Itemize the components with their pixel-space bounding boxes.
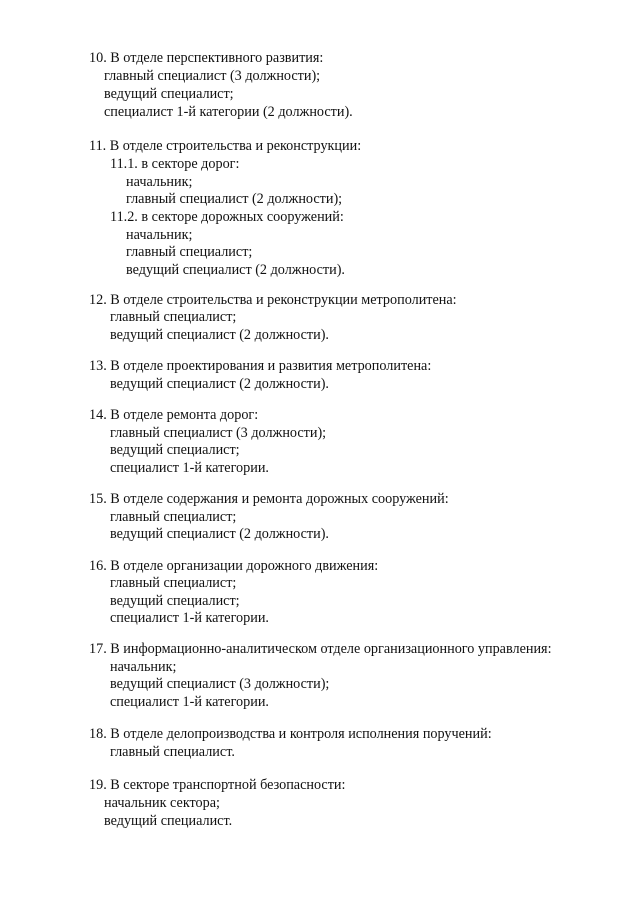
position-item: главный специалист (3 должности); xyxy=(110,425,327,441)
position-item: ведущий специалист; xyxy=(104,86,234,102)
section-heading: 10. В отделе перспективного развития: xyxy=(89,50,324,66)
position-item: главный специалист (2 должности); xyxy=(126,191,343,207)
subsection-heading: 11.2. в секторе дорожных сооружений: xyxy=(110,209,344,225)
position-item: главный специалист; xyxy=(110,309,237,325)
section-heading: 17. В информационно-аналитическом отделе организационного управления: xyxy=(89,641,552,657)
section-heading: 13. В отделе проектирования и развития метрополитена: xyxy=(89,358,432,374)
position-item: начальник; xyxy=(126,227,193,243)
section-heading: 18. В отделе делопроизводства и контроля исполнения поручений: xyxy=(89,726,492,742)
position-item: специалист 1-й категории. xyxy=(110,610,269,626)
position-item: ведущий специалист (2 должности). xyxy=(110,327,329,343)
position-item: главный специалист; xyxy=(110,509,237,525)
position-item: главный специалист (3 должности); xyxy=(104,68,321,84)
position-item: ведущий специалист (2 должности). xyxy=(110,526,329,542)
section-heading: 19. В секторе транспортной безопасности: xyxy=(89,777,346,793)
section-heading: 16. В отделе организации дорожного движения: xyxy=(89,558,379,574)
section-heading: 15. В отделе содержания и ремонта дорожных сооружений: xyxy=(89,491,449,507)
section-heading: 14. В отделе ремонта дорог: xyxy=(89,407,259,423)
position-item: начальник сектора; xyxy=(104,795,220,811)
section-heading: 11. В отделе строительства и реконструкции: xyxy=(89,138,362,154)
position-item: специалист 1-й категории (2 должности). xyxy=(104,104,353,120)
position-item: главный специалист. xyxy=(110,744,235,760)
section-heading: 12. В отделе строительства и реконструкции метрополитена: xyxy=(89,292,457,308)
position-item: ведущий специалист. xyxy=(104,813,233,829)
position-item: ведущий специалист (2 должности). xyxy=(126,262,345,278)
position-item: ведущий специалист (3 должности); xyxy=(110,676,330,692)
position-item: ведущий специалист (2 должности). xyxy=(110,376,329,392)
position-item: начальник; xyxy=(110,659,177,675)
position-item: специалист 1-й категории. xyxy=(110,460,269,476)
position-item: ведущий специалист; xyxy=(110,442,240,458)
position-item: специалист 1-й категории. xyxy=(110,694,269,710)
position-item: начальник; xyxy=(126,174,193,190)
position-item: главный специалист; xyxy=(126,244,253,260)
position-item: главный специалист; xyxy=(110,575,237,591)
subsection-heading: 11.1. в секторе дорог: xyxy=(110,156,240,172)
position-item: ведущий специалист; xyxy=(110,593,240,609)
